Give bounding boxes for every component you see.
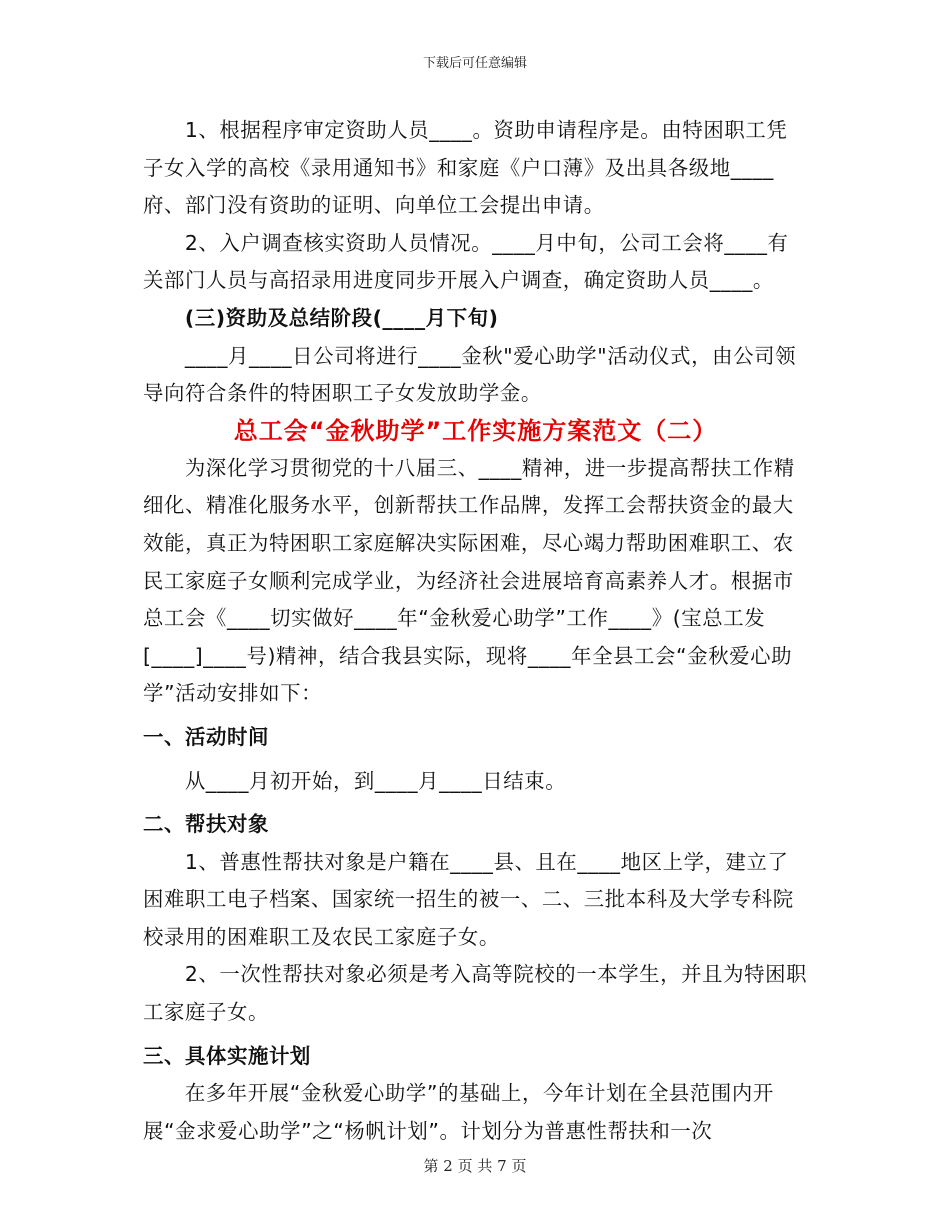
paragraph-target-1: 1、普惠性帮扶对象是户籍在____县、且在____地区上学，建立了困难职工电子档案、国家统一招生的被一、二、三批本科及大学专科院校录用的困难职工及农民工家庭子女。	[143, 849, 794, 949]
paragraph-2: 2、入户调查核实资助人员情况。____月中旬，公司工会将____有关部门人员与高招录用进度同步开展入户调查，确定资助人员____。	[143, 230, 789, 293]
section-heading-3: (三)资助及总结阶段(____月下旬)	[184, 305, 499, 330]
paragraph-4: ____月____日公司将进行____金秋"爱心助学"活动仪式，由公司领导向符合条件的特困职工子女发放助学金。	[143, 343, 797, 406]
page-footer: 第 2 页 共 7 页	[423, 1157, 527, 1175]
heading-plan: 三、具体实施计划	[143, 1043, 311, 1068]
paragraph-1: 1、根据程序审定资助人员____。资助申请程序是。由特困职工凭子女入学的高校《录用通知书》和家庭《户口薄》及出具各级地____府、部门没有资助的证明、向单位工会提出申请。	[143, 118, 788, 218]
paragraph-plan: 在多年开展“金秋爱心助学”的基础上，今年计划在全县范围内开展“金求爱心助学”之“杨帆计划”。计划分为普惠性帮扶和一次	[143, 1081, 774, 1143]
paragraph-time: 从____月初开始，到____月____日结束。	[184, 768, 567, 793]
document-title: 总工会“金秋助学”工作实施方案范文（二）	[233, 416, 718, 445]
page-header: 下载后可任意编辑	[422, 56, 527, 71]
paragraph-target-2: 2、一次性帮扶对象必须是考入高等院校的一本学生，并且为特困职工家庭子女。	[143, 962, 808, 1025]
heading-target: 二、帮扶对象	[143, 812, 269, 837]
heading-activity-time: 一、活动时间	[143, 724, 269, 749]
document-body	[143, 112, 808, 1150]
paragraph-intro: 为深化学习贯彻党的十八届三、____精神，进一步提高帮扶工作精细化、精准化服务水平，创新帮扶工作品牌，发挥工会帮扶资金的最大效能，真正为特困职工家庭解决实际困难，尽心竭力帮助困难职工、农民工家庭子女顺利完成学业，为经济社会进展培育高素养人才。根据市总工会《____切实做好____年“金秋爱心助学”工作____》(宝总工发[____]____号)精神，结合我县实际，现将____年全县工会“金秋爱心助学”活动安排如下：	[143, 455, 795, 706]
